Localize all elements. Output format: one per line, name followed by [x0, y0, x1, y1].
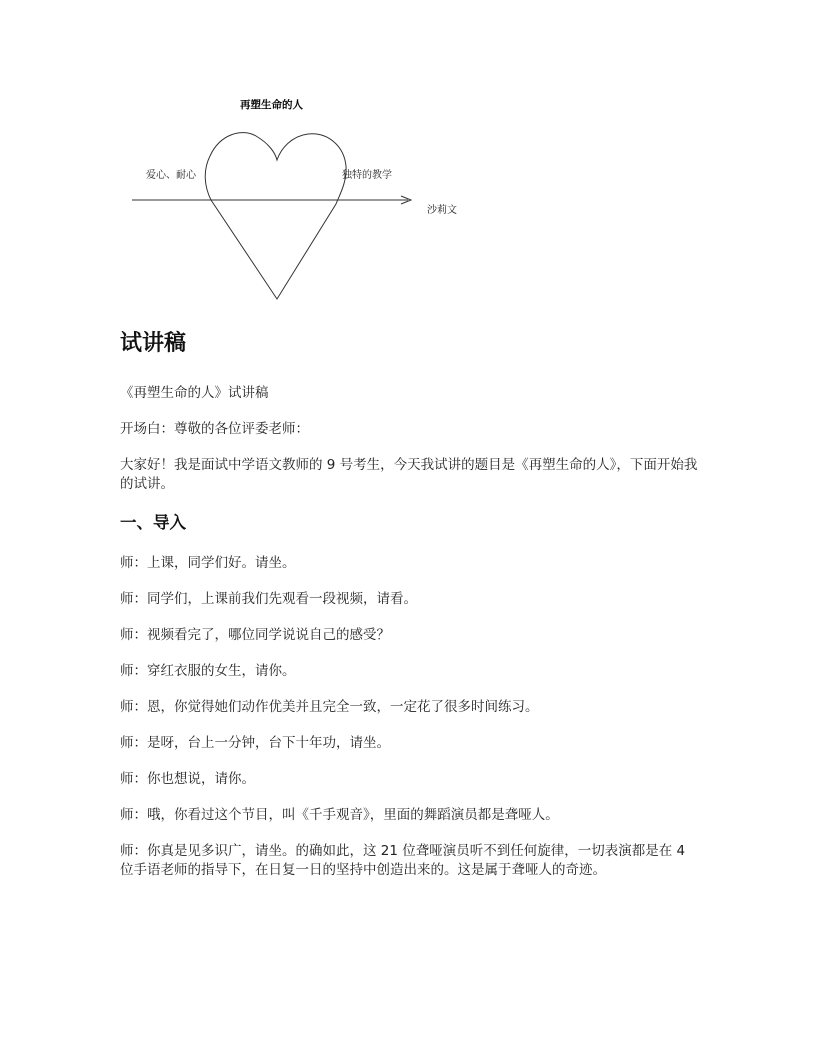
subtitle-paragraph: 《再塑生命的人》试讲稿 [120, 385, 269, 401]
dialogue-line: 师：上课，同学们好。请坐。 [120, 555, 296, 571]
diagram-axis-label: 沙莉文 [427, 205, 457, 216]
intro-paragraph: 大家好！我是面试中学语文教师的 9 号考生，今天我试讲的题目是《再塑生命的人》，下面开始我的试讲。 [120, 457, 698, 492]
dialogue-line: 师：哦，你看过这个节目，叫《千手观音》，里面的舞蹈演员都是聋哑人。 [120, 807, 559, 823]
diagram-left-label: 爱心、耐心 [146, 170, 196, 181]
dialogue-line: 师：你真是见多识广，请坐。的确如此，这 21 位聋哑演员听不到任何旋律，一切表演都是在 4 位手语老师的指导下，在日复一日的坚持中创造出来的。这是属于聋哑人的奇迹。 [120, 843, 686, 878]
heart-shape [205, 133, 346, 299]
diagram-title: 再塑生命的人 [240, 99, 303, 111]
section-heading: 一、导入 [120, 513, 186, 532]
dialogue-line: 师：你也想说，请你。 [120, 771, 255, 787]
opening-paragraph: 开场白：尊敬的各位评委老师： [120, 421, 309, 437]
dialogue-line: 师：视频看完了，哪位同学说说自己的感受？ [120, 627, 390, 643]
document-heading: 试讲稿 [120, 331, 187, 356]
heart-diagram-drawing [120, 90, 480, 305]
heart-diagram [120, 90, 480, 305]
dialogue-line: 师：是呀，台上一分钟，台下十年功，请坐。 [120, 735, 390, 751]
document-body [120, 328, 700, 897]
dialogue-line: 师：穿红衣服的女生，请你。 [120, 663, 296, 679]
diagram-right-label: 独特的教学 [342, 170, 392, 181]
dialogue-line: 师：恩，你觉得她们动作优美并且完全一致，一定花了很多时间练习。 [120, 699, 539, 715]
dialogue-line: 师：同学们，上课前我们先观看一段视频，请看。 [120, 591, 417, 607]
